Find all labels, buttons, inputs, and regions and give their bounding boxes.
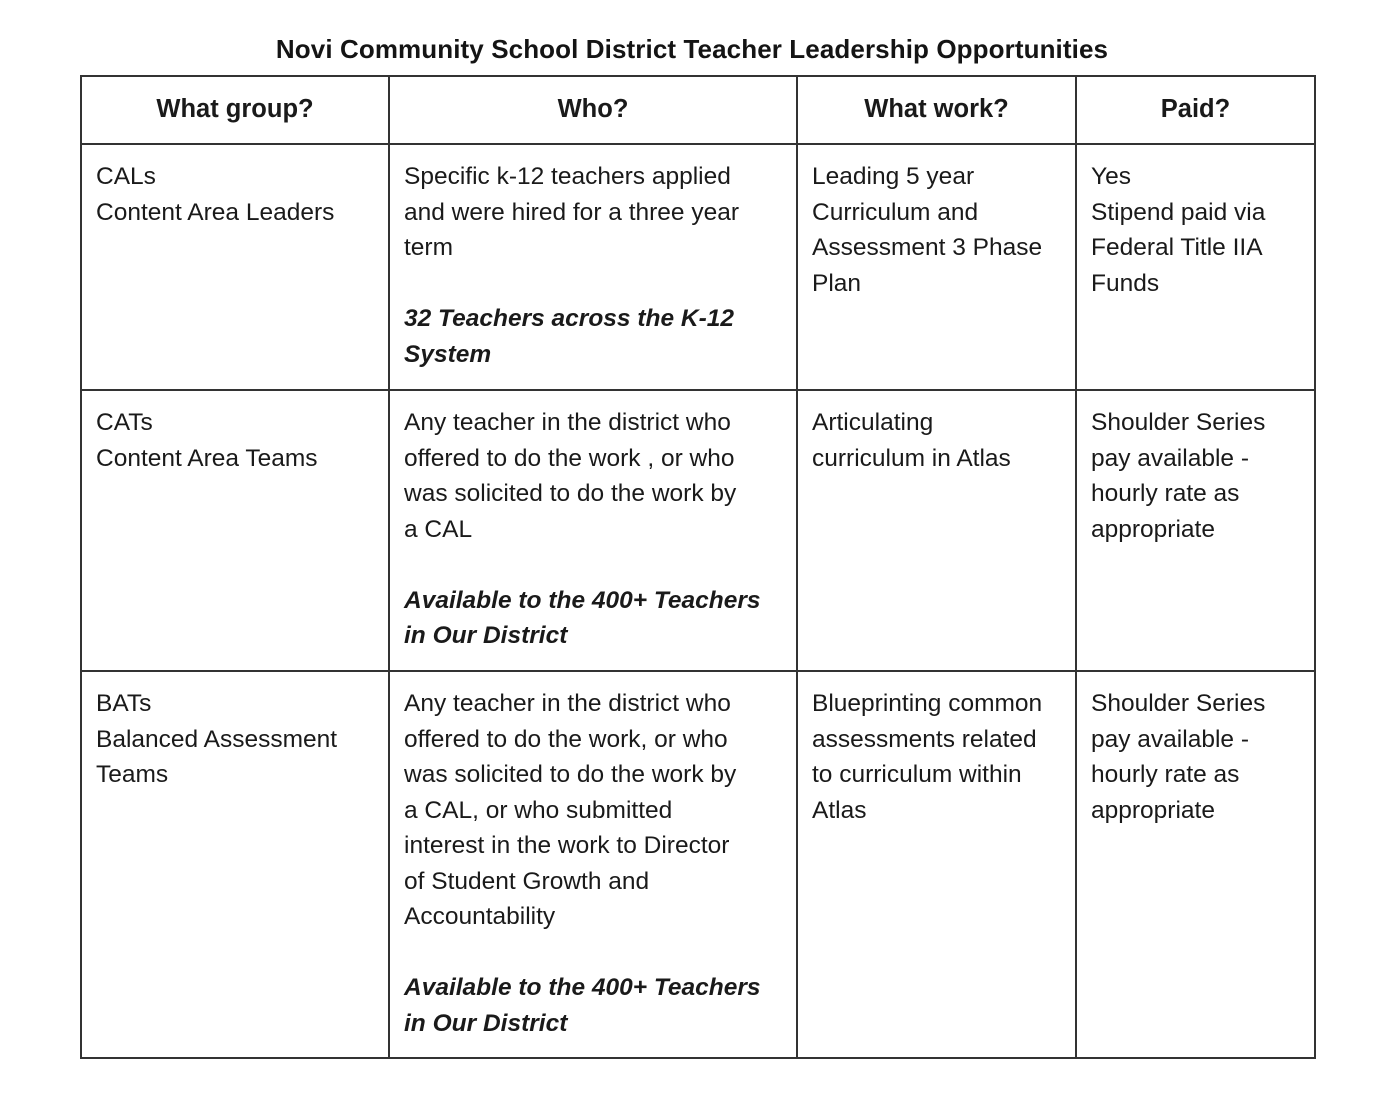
table-row-cats: [81, 390, 1315, 671]
work-line: Blueprinting common: [812, 690, 1043, 717]
who-emphasis-line: in Our District: [404, 1009, 568, 1037]
who-line: term: [404, 234, 453, 261]
leadership-table: [80, 75, 1316, 1059]
paid-line: hourly rate as: [1091, 761, 1240, 788]
who-emphasis-line: Available to the 400+ Teachers: [404, 974, 761, 1001]
cell-group: [81, 390, 389, 671]
cell-work: [797, 671, 1076, 1058]
paid-line: Federal Title IIA: [1091, 234, 1263, 261]
work-line: Curriculum and: [812, 198, 979, 226]
table-row-bats: [81, 671, 1315, 1058]
paid-line: Yes: [1091, 163, 1131, 190]
header-what-group: What group?: [81, 76, 389, 144]
header-who: Who?: [389, 76, 797, 144]
who-emphasis-line: in Our District: [404, 622, 568, 649]
who-line: was solicited to do the work by: [404, 480, 737, 507]
who-emphasis-line: 32 Teachers across the K-12: [404, 305, 735, 332]
document-title: Novi Community School District Teacher Leadership Opportunities: [275, 34, 1109, 64]
group-name: Content Area Teams: [96, 444, 318, 472]
paid-line: pay available -: [1091, 444, 1249, 472]
header-what-work: What work?: [797, 76, 1076, 144]
cell-paid: [1076, 390, 1315, 671]
who-line: Any teacher in the district who: [404, 409, 731, 436]
paid-line: appropriate: [1091, 796, 1215, 824]
group-abbrev: CATs: [96, 409, 153, 436]
who-line: interest in the work to Director: [404, 832, 730, 859]
who-line: offered to do the work , or who: [404, 444, 735, 472]
cell-work: [797, 144, 1076, 390]
paid-line: appropriate: [1091, 515, 1215, 543]
who-line: a CAL: [404, 515, 473, 543]
work-line: curriculum in Atlas: [812, 444, 1011, 472]
work-line: Atlas: [812, 796, 867, 824]
cell-who: [389, 144, 797, 390]
work-line: Articulating: [812, 409, 934, 436]
who-line: Any teacher in the district who: [404, 690, 731, 717]
cell-paid: [1076, 671, 1315, 1058]
paid-line: Stipend paid via: [1091, 198, 1266, 226]
group-name: Teams: [96, 761, 169, 788]
who-line: of Student Growth and: [404, 867, 650, 895]
paid-line: Shoulder Series: [1091, 690, 1266, 717]
who-line: offered to do the work, or who: [404, 725, 728, 753]
who-emphasis-line: System: [404, 340, 492, 368]
group-abbrev: BATs: [96, 690, 152, 717]
cell-group: [81, 671, 389, 1058]
work-line: Plan: [812, 269, 862, 297]
paid-line: hourly rate as: [1091, 480, 1240, 507]
work-line: assessments related: [812, 725, 1037, 753]
who-line: Specific k-12 teachers applied: [404, 163, 731, 190]
cell-paid: [1076, 144, 1315, 390]
paid-line: pay available -: [1091, 725, 1249, 753]
spacer: [404, 935, 784, 971]
who-line: and were hired for a three year: [404, 198, 740, 226]
cell-group: [81, 144, 389, 390]
header-row: [81, 76, 1315, 144]
group-name: Content Area Leaders: [96, 198, 335, 226]
work-line: Assessment 3 Phase: [812, 234, 1043, 261]
who-line: Accountability: [404, 903, 556, 930]
header-paid: Paid?: [1076, 76, 1315, 144]
work-line: to curriculum within: [812, 761, 1022, 788]
who-line: a CAL, or who submitted: [404, 796, 673, 824]
group-name: Balanced Assessment: [96, 725, 338, 753]
who-emphasis-line: Available to the 400+ Teachers: [404, 586, 761, 614]
work-line: Leading 5 year: [812, 163, 975, 190]
group-abbrev: CALs: [96, 163, 156, 190]
cell-who: [389, 390, 797, 671]
cell-work: [797, 390, 1076, 671]
spacer: [404, 547, 784, 583]
table-row-cals: [81, 144, 1315, 390]
spacer: [404, 266, 784, 302]
paid-line: Funds: [1091, 269, 1160, 297]
cell-who: [389, 671, 797, 1058]
who-line: was solicited to do the work by: [404, 761, 737, 788]
paid-line: Shoulder Series: [1091, 409, 1266, 436]
